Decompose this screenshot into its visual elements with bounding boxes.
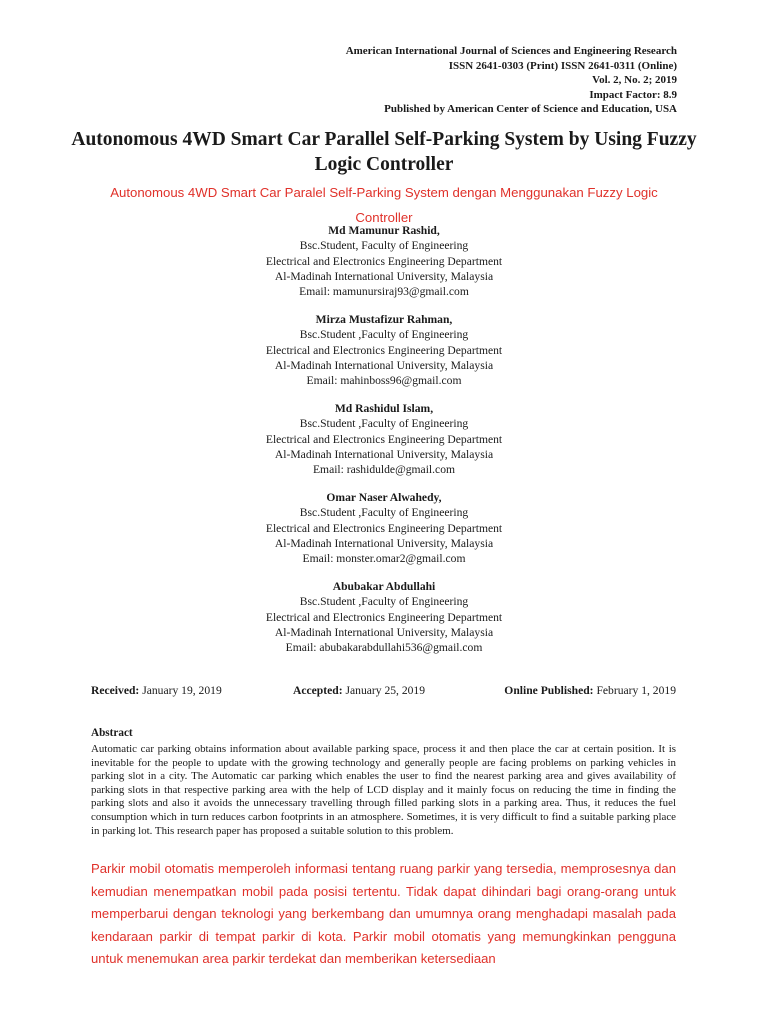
- publication-dates: [91, 684, 676, 700]
- published-label: Online Published:: [504, 684, 594, 697]
- author-block: [84, 223, 684, 299]
- author-role: Bsc.Student ,Faculty of Engineering: [299, 417, 469, 431]
- author-department: Electrical and Electronics Engineering Department: [265, 432, 503, 446]
- accepted-label: Accepted:: [293, 684, 343, 697]
- author-department: Electrical and Electronics Engineering Department: [265, 521, 503, 535]
- author-email: Email: mamunursiraj93@gmail.com: [299, 285, 469, 299]
- author-university: Al-Madinah International University, Malaysia: [274, 447, 494, 461]
- author-block: [84, 579, 684, 655]
- author-name: Md Mamunur Rashid,: [328, 224, 440, 237]
- author-university: Al-Madinah International University, Malaysia: [274, 625, 494, 639]
- abstract-text: Automatic car parking obtains information about available parking space, process it and then place the car at certain position. It is inevitable for the people to update with the growing technology and generally people are facing problems on parking vehicles in parking slot in a city. The Automatic car parking which enables the user to find the nearest parking area and gives availability of parking slots in that respective parking area with the help of LCD display and it mainly focus on reducing the time in finding the parking slots and also it avoids the unnecessary travelling through filled parking slots in a parking area. Thus, it reduces the fuel consumption which in turn reduces carbon footprints in an atmosphere. Sometimes, it is very difficult to find a suitable parking place in parking lot. This research paper has proposed a suitable solution to this problem.: [91, 743, 676, 837]
- journal-volume: Vol. 2, No. 2; 2019: [592, 74, 677, 87]
- author-name: Omar Naser Alwahedy,: [326, 491, 442, 504]
- paper-title: Autonomous 4WD Smart Car Parallel Self-Parking System by Using Fuzzy Logic Controller: [71, 129, 697, 175]
- author-department: Electrical and Electronics Engineering Department: [265, 254, 503, 268]
- author-role: Bsc.Student ,Faculty of Engineering: [299, 595, 469, 609]
- author-email: Email: monster.omar2@gmail.com: [302, 552, 466, 566]
- journal-impact-factor: Impact Factor: 8.9: [589, 88, 677, 101]
- author-role: Bsc.Student ,Faculty of Engineering: [299, 506, 469, 520]
- published-value: February 1, 2019: [596, 684, 676, 697]
- author-block: [84, 401, 684, 477]
- published-date: [504, 684, 676, 697]
- author-role: Bsc.Student ,Faculty of Engineering: [299, 328, 469, 342]
- accepted-value: January 25, 2019: [345, 684, 426, 697]
- author-email: Email: rashidulde@gmail.com: [312, 463, 456, 477]
- received-value: January 19, 2019: [142, 684, 222, 697]
- received-label: Received:: [91, 684, 140, 697]
- author-name: Mirza Mustafizur Rahman,: [315, 313, 453, 326]
- journal-publisher: Published by American Center of Science and Education, USA: [384, 103, 677, 116]
- author-department: Electrical and Electronics Engineering Department: [265, 610, 503, 624]
- author-university: Al-Madinah International University, Malaysia: [274, 269, 494, 283]
- received-date: [91, 684, 222, 697]
- paper-subtitle: Autonomous 4WD Smart Car Paralel Self-Parking System dengan Menggunakan Fuzzy Logic Controller: [110, 185, 658, 225]
- accepted-date: [293, 684, 425, 697]
- author-email: Email: abubakarabdullahi536@gmail.com: [285, 641, 483, 655]
- author-email: Email: mahinboss96@gmail.com: [306, 374, 462, 388]
- author-role: Bsc.Student, Faculty of Engineering: [299, 239, 469, 253]
- abstract-text-indonesian: Parkir mobil otomatis memperoleh informasi tentang ruang parkir yang tersedia, memprosesnya dan kemudian menempatkan mobil pada posisi tertentu. Tidak dapat dihindari bagi orang-orang untuk memperbarui dengan teknologi yang berkembang dan umumnya orang menghadapi masalah pada kendaraan parkir di tempat parkir di kota. Parkir mobil otomatis yang memungkinkan pengguna untuk menemukan area parkir terdekat dan memberikan ketersediaan: [91, 861, 676, 966]
- author-department: Electrical and Electronics Engineering Department: [265, 343, 503, 357]
- journal-header: [117, 44, 677, 117]
- author-name: Md Rashidul Islam,: [334, 402, 434, 415]
- journal-issn: ISSN 2641-0303 (Print) ISSN 2641-0311 (Online): [448, 59, 677, 72]
- author-university: Al-Madinah International University, Malaysia: [274, 358, 494, 372]
- journal-name: American International Journal of Sciences and Engineering Research: [345, 45, 677, 57]
- author-block: [84, 490, 684, 566]
- author-name: Abubakar Abdullahi: [332, 580, 436, 593]
- author-university: Al-Madinah International University, Malaysia: [274, 536, 494, 550]
- author-block: [84, 312, 684, 388]
- abstract-heading: Abstract: [91, 727, 133, 739]
